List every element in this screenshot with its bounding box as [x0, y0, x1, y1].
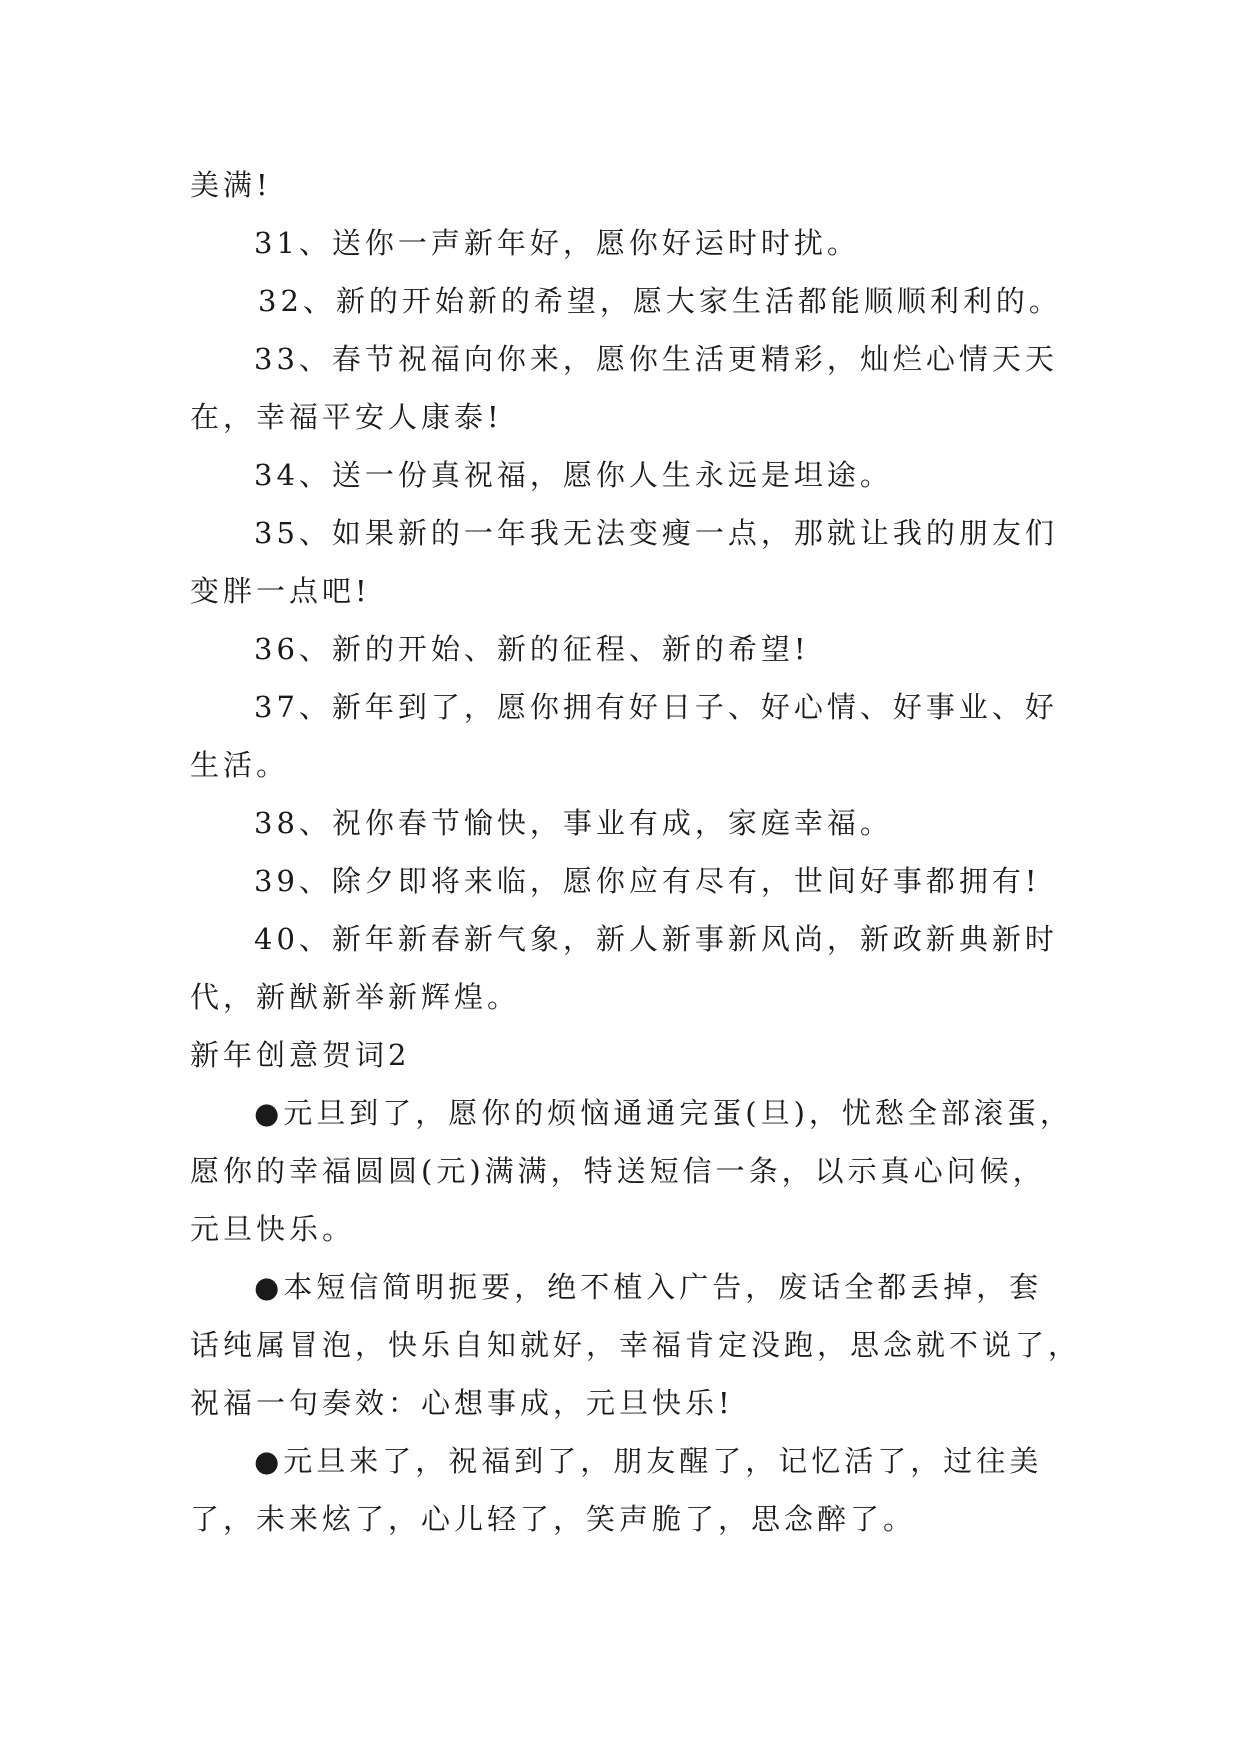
text-line: 生活。 [190, 748, 290, 782]
text-line: 36、新的开始、新的征程、新的希望! [254, 632, 810, 666]
text-line: ●元旦来了，祝福到了，朋友醒了，记忆活了，过往美 [254, 1444, 1043, 1478]
text-line: 35、如果新的一年我无法变瘦一点，那就让我的朋友们 [254, 516, 1058, 550]
text-line: 变胖一点吧! [190, 574, 371, 608]
text-line: 32、新的开始新的希望，愿大家生活都能顺顺利利的。 [258, 284, 1062, 318]
text-line: 元旦快乐。 [190, 1212, 356, 1246]
text-line: 在，幸福平安人康泰! [190, 400, 503, 434]
text-line: 39、除夕即将来临，愿你应有尽有，世间好事都拥有! [254, 864, 1041, 898]
section-heading: 新年创意贺词2 [190, 1038, 411, 1072]
text-line: 代，新猷新举新辉煌。 [190, 980, 521, 1014]
text-line: 33、春节祝福向你来，愿你生活更精彩，灿烂心情天天 [254, 342, 1058, 376]
text-line: ●元旦到了，愿你的烦恼通通完蛋(旦)，忧愁全部滚蛋， [254, 1096, 1073, 1130]
text-line: 34、送一份真祝福，愿你人生永远是坦途。 [254, 458, 893, 492]
text-line: 37、新年到了，愿你拥有好日子、好心情、好事业、好 [254, 690, 1058, 724]
text-line: ●本短信简明扼要，绝不植入广告，废话全都丢掉，套 [254, 1270, 1043, 1304]
text-line: 愿你的幸福圆圆(元)满满，特送短信一条，以示真心问候， [190, 1154, 1046, 1188]
text-line: 38、祝你春节愉快，事业有成，家庭幸福。 [254, 806, 893, 840]
text-line: 40、新年新春新气象，新人新事新风尚，新政新典新时 [254, 922, 1058, 956]
text-line: 美满! [190, 168, 272, 202]
text-line: 31、送你一声新年好，愿你好运时时扰。 [254, 226, 860, 260]
text-line: 祝福一句奏效：心想事成，元旦快乐! [190, 1386, 734, 1420]
text-line: 话纯属冒泡，快乐自知就好，幸福肯定没跑，思念就不说了， [190, 1328, 1082, 1362]
text-line: 了，未来炫了，心儿轻了，笑声脆了，思念醉了。 [190, 1502, 917, 1536]
